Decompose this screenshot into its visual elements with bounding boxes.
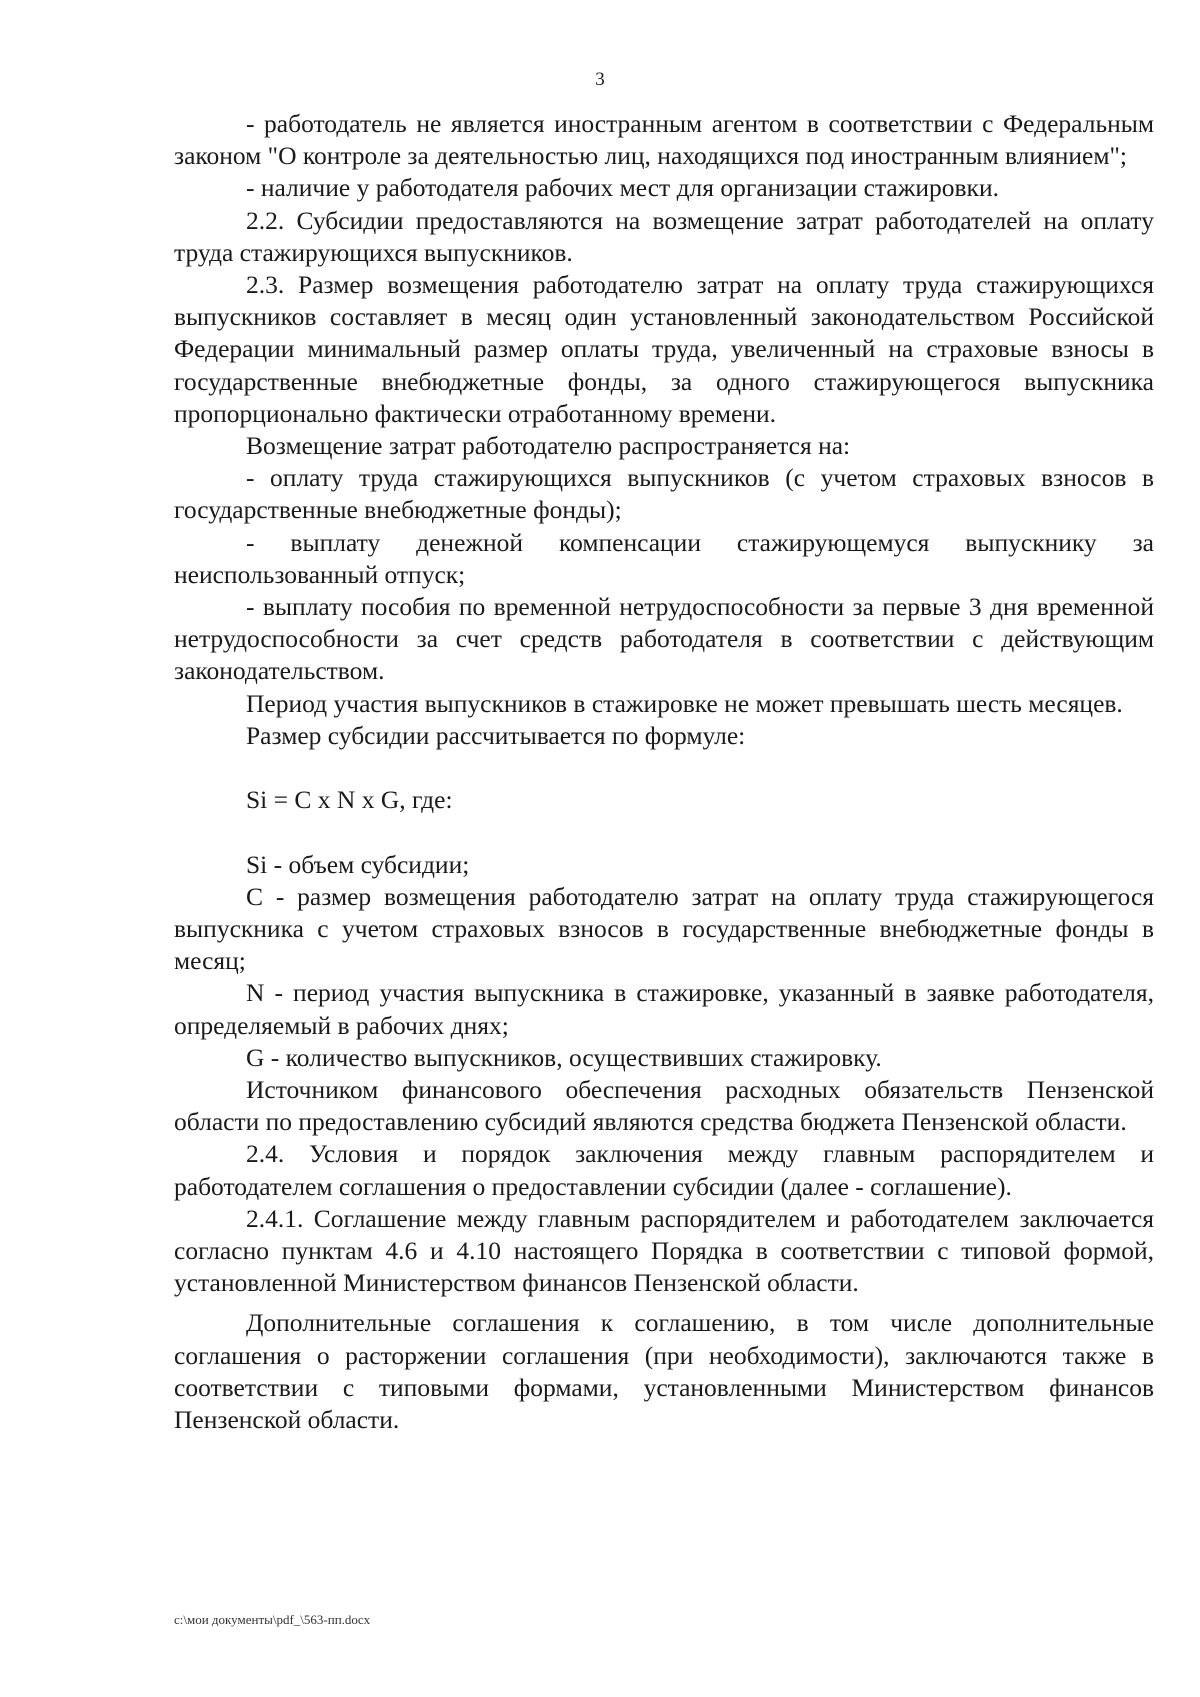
paragraph-foreign-agent: - работодатель не является иностранным агентом в соответствии с Федеральным законом "О контроле за деятельностью лиц, находящихся под иностранным влиянием"; bbox=[174, 109, 1154, 171]
definition-si: Si - объем субсидии; bbox=[246, 849, 470, 879]
definition-c: C - размер возмещения работодателю затрат на оплату труда стажирующегося выпускника с учетом страховых взносов в государственные внебюджетные фонды в месяц; bbox=[174, 881, 1154, 976]
blank-line bbox=[174, 752, 1154, 784]
definition-g: G - количество выпускников, осуществивших стажировку. bbox=[246, 1042, 882, 1072]
paragraph-funding-source: Источником финансового обеспечения расходных обязательств Пензенской области по предоставлению субсидий являются средства бюджета Пензенской области. bbox=[174, 1075, 1154, 1137]
spacer bbox=[174, 1299, 1154, 1307]
definition-n: N - период участия выпускника в стажировке, указанный в заявке работодателя, определяемый в рабочих днях; bbox=[174, 978, 1154, 1040]
document-body bbox=[174, 108, 1154, 1436]
footer-file-path: c:\мои документы\pdf_\563-пп.docx bbox=[174, 1612, 371, 1627]
paragraph-workplaces: - наличие у работодателя рабочих мест для организации стажировки. bbox=[246, 173, 999, 203]
paragraph-reimbursement-scope: Возмещение затрат работодателю распространяется на: bbox=[246, 431, 851, 461]
paragraph-2-4: 2.4. Условия и порядок заключения между главным распорядителем и работодателем соглашения о предоставлении субсидии (далее - соглашение). bbox=[174, 1139, 1154, 1201]
paragraph-additional-agreements: Дополнительные соглашения к соглашению, в том числе дополнительные соглашения о расторжении соглашения (при необходимости), заключаются также в соответствии с типовыми формами, установленными Министерством финансов Пензенской области. bbox=[174, 1308, 1154, 1435]
paragraph-compensation-item: - выплату денежной компенсации стажирующемуся выпускнику за неиспользованный отпуск; bbox=[174, 527, 1154, 589]
formula: Si = C x N x G, где: bbox=[246, 785, 453, 815]
paragraph-formula-intro: Размер субсидии рассчитывается по формуле: bbox=[246, 720, 746, 750]
paragraph-sick-leave-item: - выплату пособия по временной нетрудоспособности за первые 3 дня временной нетрудоспособности за счет средств работодателя в соответствии с действующим законодательством. bbox=[174, 592, 1154, 686]
paragraph-wages-item: - оплату труда стажирующихся выпускников (с учетом страховых взносов в государственные внебюджетные фонды); bbox=[174, 463, 1154, 525]
paragraph-period-limit: Период участия выпускников в стажировке не может превышать шесть месяцев. bbox=[246, 688, 1123, 718]
blank-line bbox=[174, 816, 1154, 848]
page-number: 3 bbox=[595, 69, 605, 90]
paragraph-2-2: 2.2. Субсидии предоставляются на возмещение затрат работодателей на оплату труда стажирующихся выпускников. bbox=[174, 205, 1154, 267]
paragraph-2-4-1: 2.4.1. Соглашение между главным распорядителем и работодателем заключается согласно пунктам 4.6 и 4.10 настоящего Порядка в соответствии с типовой формой, установленной Министерством финансов Пензенской области. bbox=[174, 1203, 1154, 1298]
paragraph-2-3: 2.3. Размер возмещения работодателю затрат на оплату труда стажирующихся выпускников составляет в месяц один установленный законодательством Российской Федерации минимальный размер оплаты труда, увеличенный на страховые взносы в государственные внебюджетные фонды, за одного стажирующегося выпускника пропорционально фактически отработанному времени. bbox=[174, 270, 1154, 428]
